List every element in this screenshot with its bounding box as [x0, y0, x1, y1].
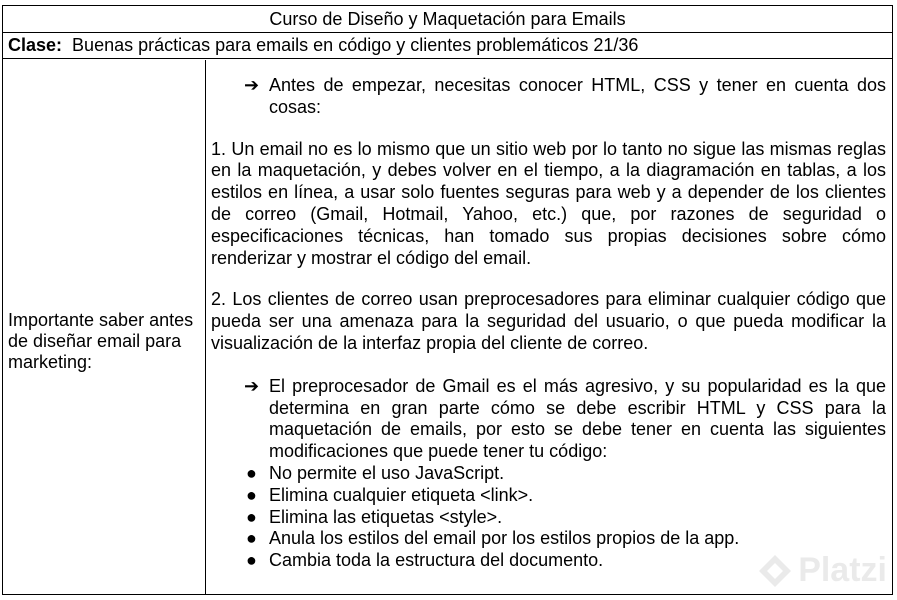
arrow-point-intro-text: Antes de empezar, necesitas conocer HTML, CSS y tener en cuenta dos cosas: [269, 75, 886, 117]
list-item: ● Elimina cualquier etiqueta <link>. [246, 484, 534, 505]
list-item: ● Cambia toda la estructura del documento. [246, 550, 604, 571]
course-title: Curso de Diseño y Maquetación para Emails [3, 6, 892, 33]
class-row [3, 32, 892, 59]
arrow-icon: ➔ [244, 75, 260, 95]
watermark-text: Platzi [798, 551, 887, 589]
arrow-point-gmail-text: El preprocesador de Gmail es el más agresivo, y su popularidad es la que determina en gran parte cómo se debe escribir HTML y CSS para la maquetación de emails, por esto se debe tener en cuenta las siguientes modificaciones que puede tener tu código: [269, 375, 886, 462]
bullet-icon: ● [246, 462, 257, 483]
class-label: Clase: [8, 35, 63, 55]
notes-content [211, 75, 886, 572]
arrow-point-gmail [211, 376, 886, 463]
notes-cell [206, 60, 892, 595]
list-item: ● No permite el uso JavaScript. [246, 462, 505, 483]
topic-cell [3, 60, 206, 595]
bullet-icon: ● [246, 506, 257, 527]
bullet-icon: ● [246, 484, 257, 505]
bullet-icon: ● [246, 528, 257, 549]
bullet-icon: ● [246, 550, 257, 571]
list-item: ● Elimina las etiquetas <style>. [246, 506, 503, 527]
topic-label: Importante saber antes de diseñar email para marketing: [8, 310, 194, 372]
paragraph-1: 1. Un email no es lo mismo que un sitio web por lo tanto no sigue las mismas reglas en la maquetación, y debes volver en el tiempo, a la diagramación en tablas, a los estilos en línea, a usar solo fuentes seguras para web y a depender de los clientes de correo (Gmail, Hotmail, Yahoo, etc.) que, por razones de seguridad o especificaciones técnicas, han tomado sus propias decisiones sobre cómo renderizar y mostrar el código del email. [211, 138, 886, 268]
paragraph-2: 2. Los clientes de correo usan preprocesadores para eliminar cualquier código que pueda ser una amenaza para la seguridad del usuario, o que pueda modificar la visualización de la interfaz propia del cliente de correo. [211, 289, 886, 353]
list-item: ● Anula los estilos del email por los estilos propios de la app. [246, 528, 740, 549]
notes-table [2, 5, 893, 595]
class-title: Buenas prácticas para emails en código y clientes problemáticos 21/36 [72, 35, 639, 55]
platzi-logo-icon [756, 552, 794, 590]
platzi-watermark [756, 551, 887, 590]
arrow-point-intro [211, 75, 886, 119]
arrow-icon: ➔ [244, 375, 260, 396]
